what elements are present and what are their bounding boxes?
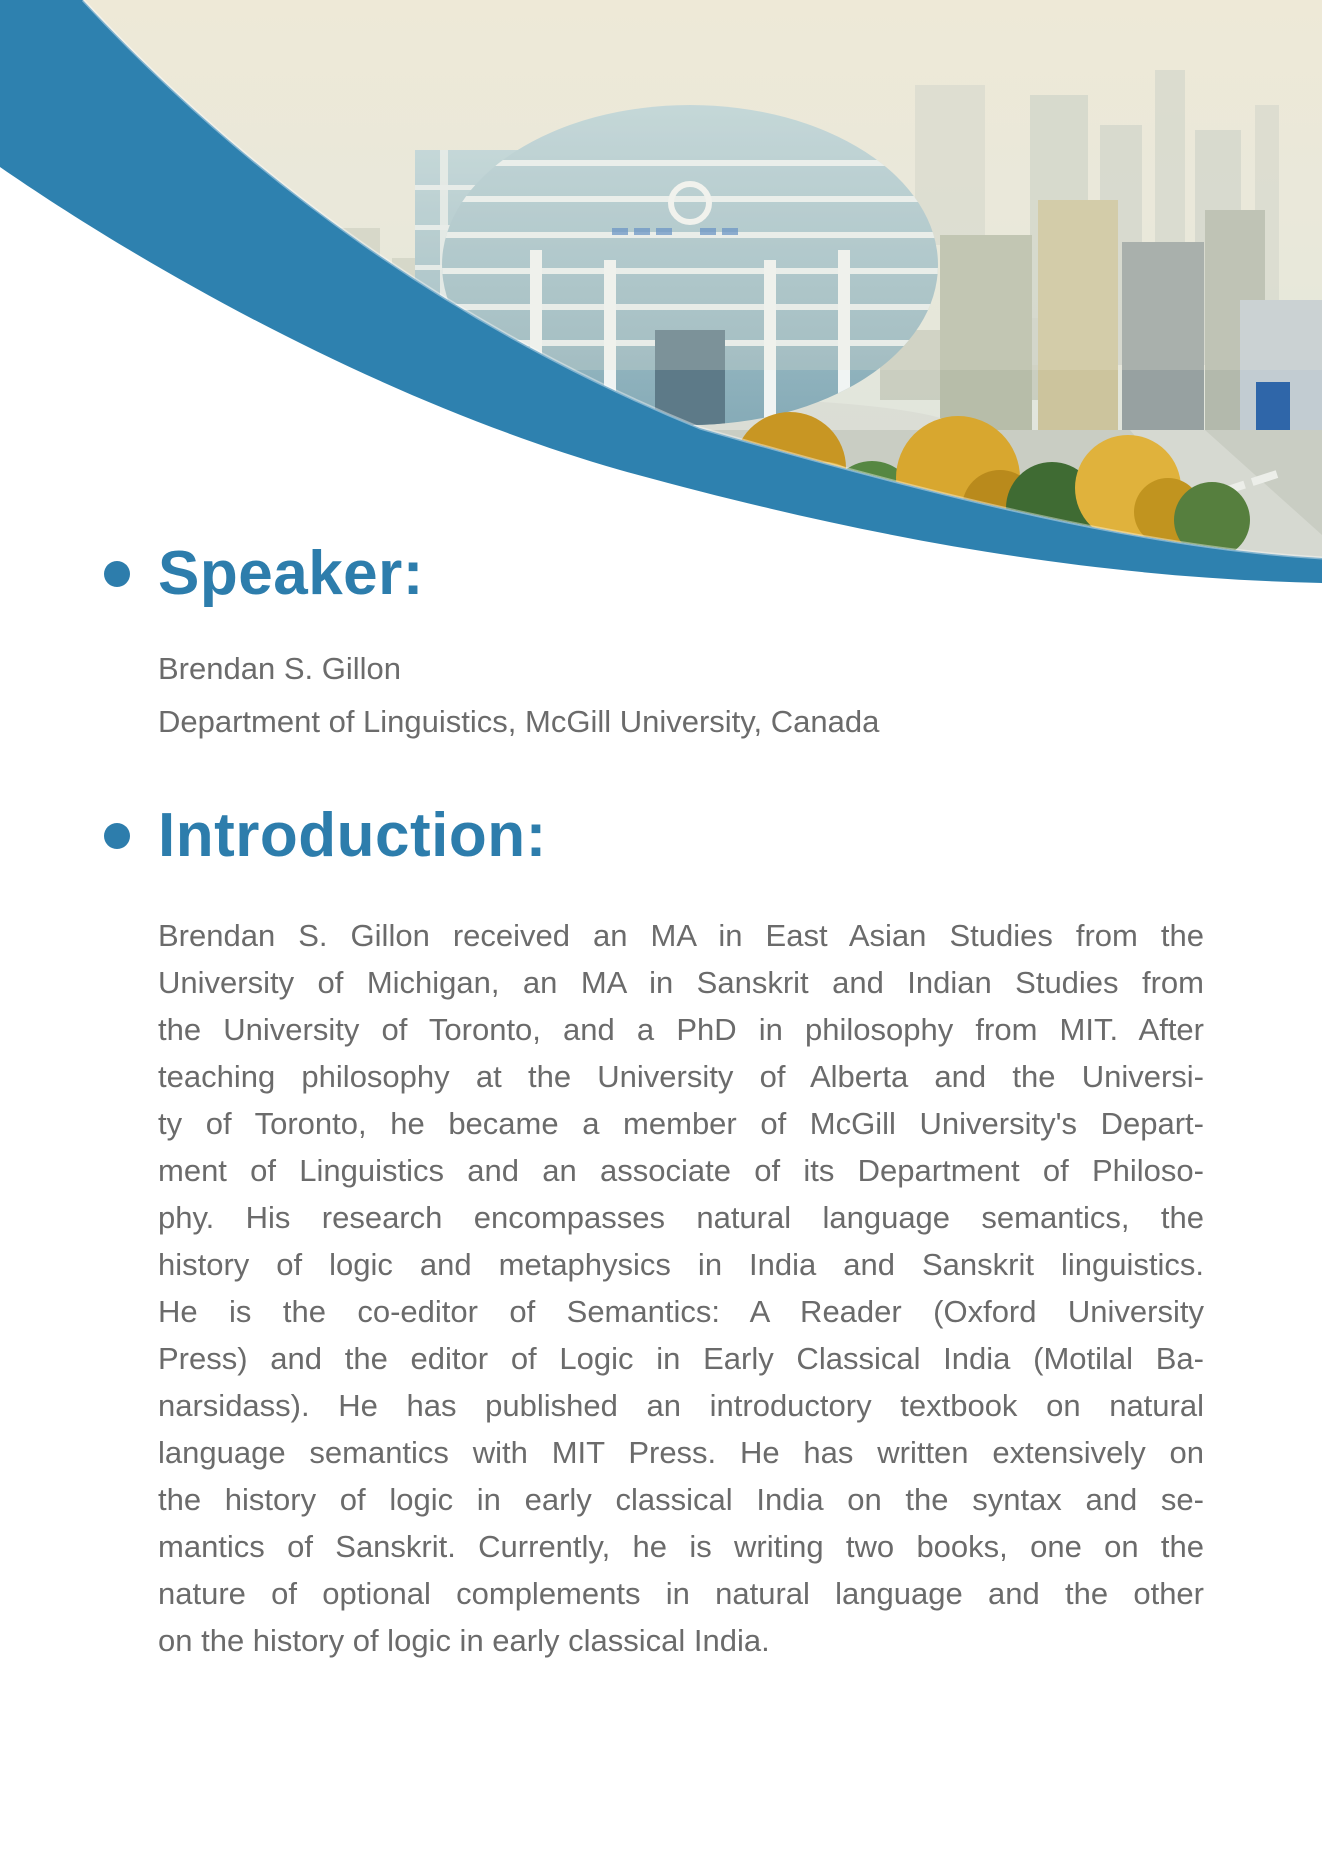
- paragraph-line: mantics of Sanskrit. Currently, he is writing two books, one on the: [158, 1529, 1204, 1564]
- paragraph-line: University of Michigan, an MA in Sanskrit and Indian Studies from: [158, 965, 1204, 1000]
- hero-graphic: [0, 0, 1322, 600]
- bullet-icon: [104, 561, 130, 587]
- paragraph-line: language semantics with MIT Press. He has written extensively on: [158, 1435, 1204, 1470]
- introduction-heading-label: Introduction:: [158, 801, 547, 870]
- speaker-heading-label: Speaker:: [158, 539, 424, 608]
- paragraph-line: teaching philosophy at the University of Alberta and the Universi-: [158, 1059, 1204, 1094]
- paragraph-line: the University of Toronto, and a PhD in philosophy from MIT. After: [158, 1012, 1204, 1047]
- speaker-heading: [104, 536, 424, 612]
- paragraph-line: narsidass). He has published an introductory textbook on natural: [158, 1388, 1204, 1423]
- introduction-heading: [104, 798, 547, 874]
- paragraph-line: Brendan S. Gillon received an MA in East Asian Studies from the: [158, 918, 1204, 953]
- paragraph-line: history of logic and metaphysics in India and Sanskrit linguistics.: [158, 1247, 1204, 1282]
- speaker-name: Brendan S. Gillon: [158, 651, 401, 686]
- paragraph-line: ment of Linguistics and an associate of its Department of Philoso-: [158, 1153, 1204, 1188]
- paragraph-line: Press) and the editor of Logic in Early Classical India (Motilal Ba-: [158, 1341, 1204, 1376]
- paragraph-line: He is the co-editor of Semantics: A Reader (Oxford University: [158, 1294, 1204, 1329]
- bullet-icon: [104, 823, 130, 849]
- paragraph-line: nature of optional complements in natural language and the other: [158, 1576, 1204, 1611]
- paragraph-line: ty of Toronto, he became a member of McGill University's Depart-: [158, 1106, 1204, 1141]
- paragraph-line: phy. His research encompasses natural language semantics, the: [158, 1200, 1204, 1235]
- introduction-paragraph: [158, 912, 1204, 1664]
- speaker-affiliation: Department of Linguistics, McGill University, Canada: [158, 704, 880, 739]
- campus-photo: [0, 0, 1322, 600]
- paragraph-line: the history of logic in early classical India on the syntax and se-: [158, 1482, 1204, 1517]
- paragraph-line: on the history of logic in early classical India.: [158, 1623, 770, 1658]
